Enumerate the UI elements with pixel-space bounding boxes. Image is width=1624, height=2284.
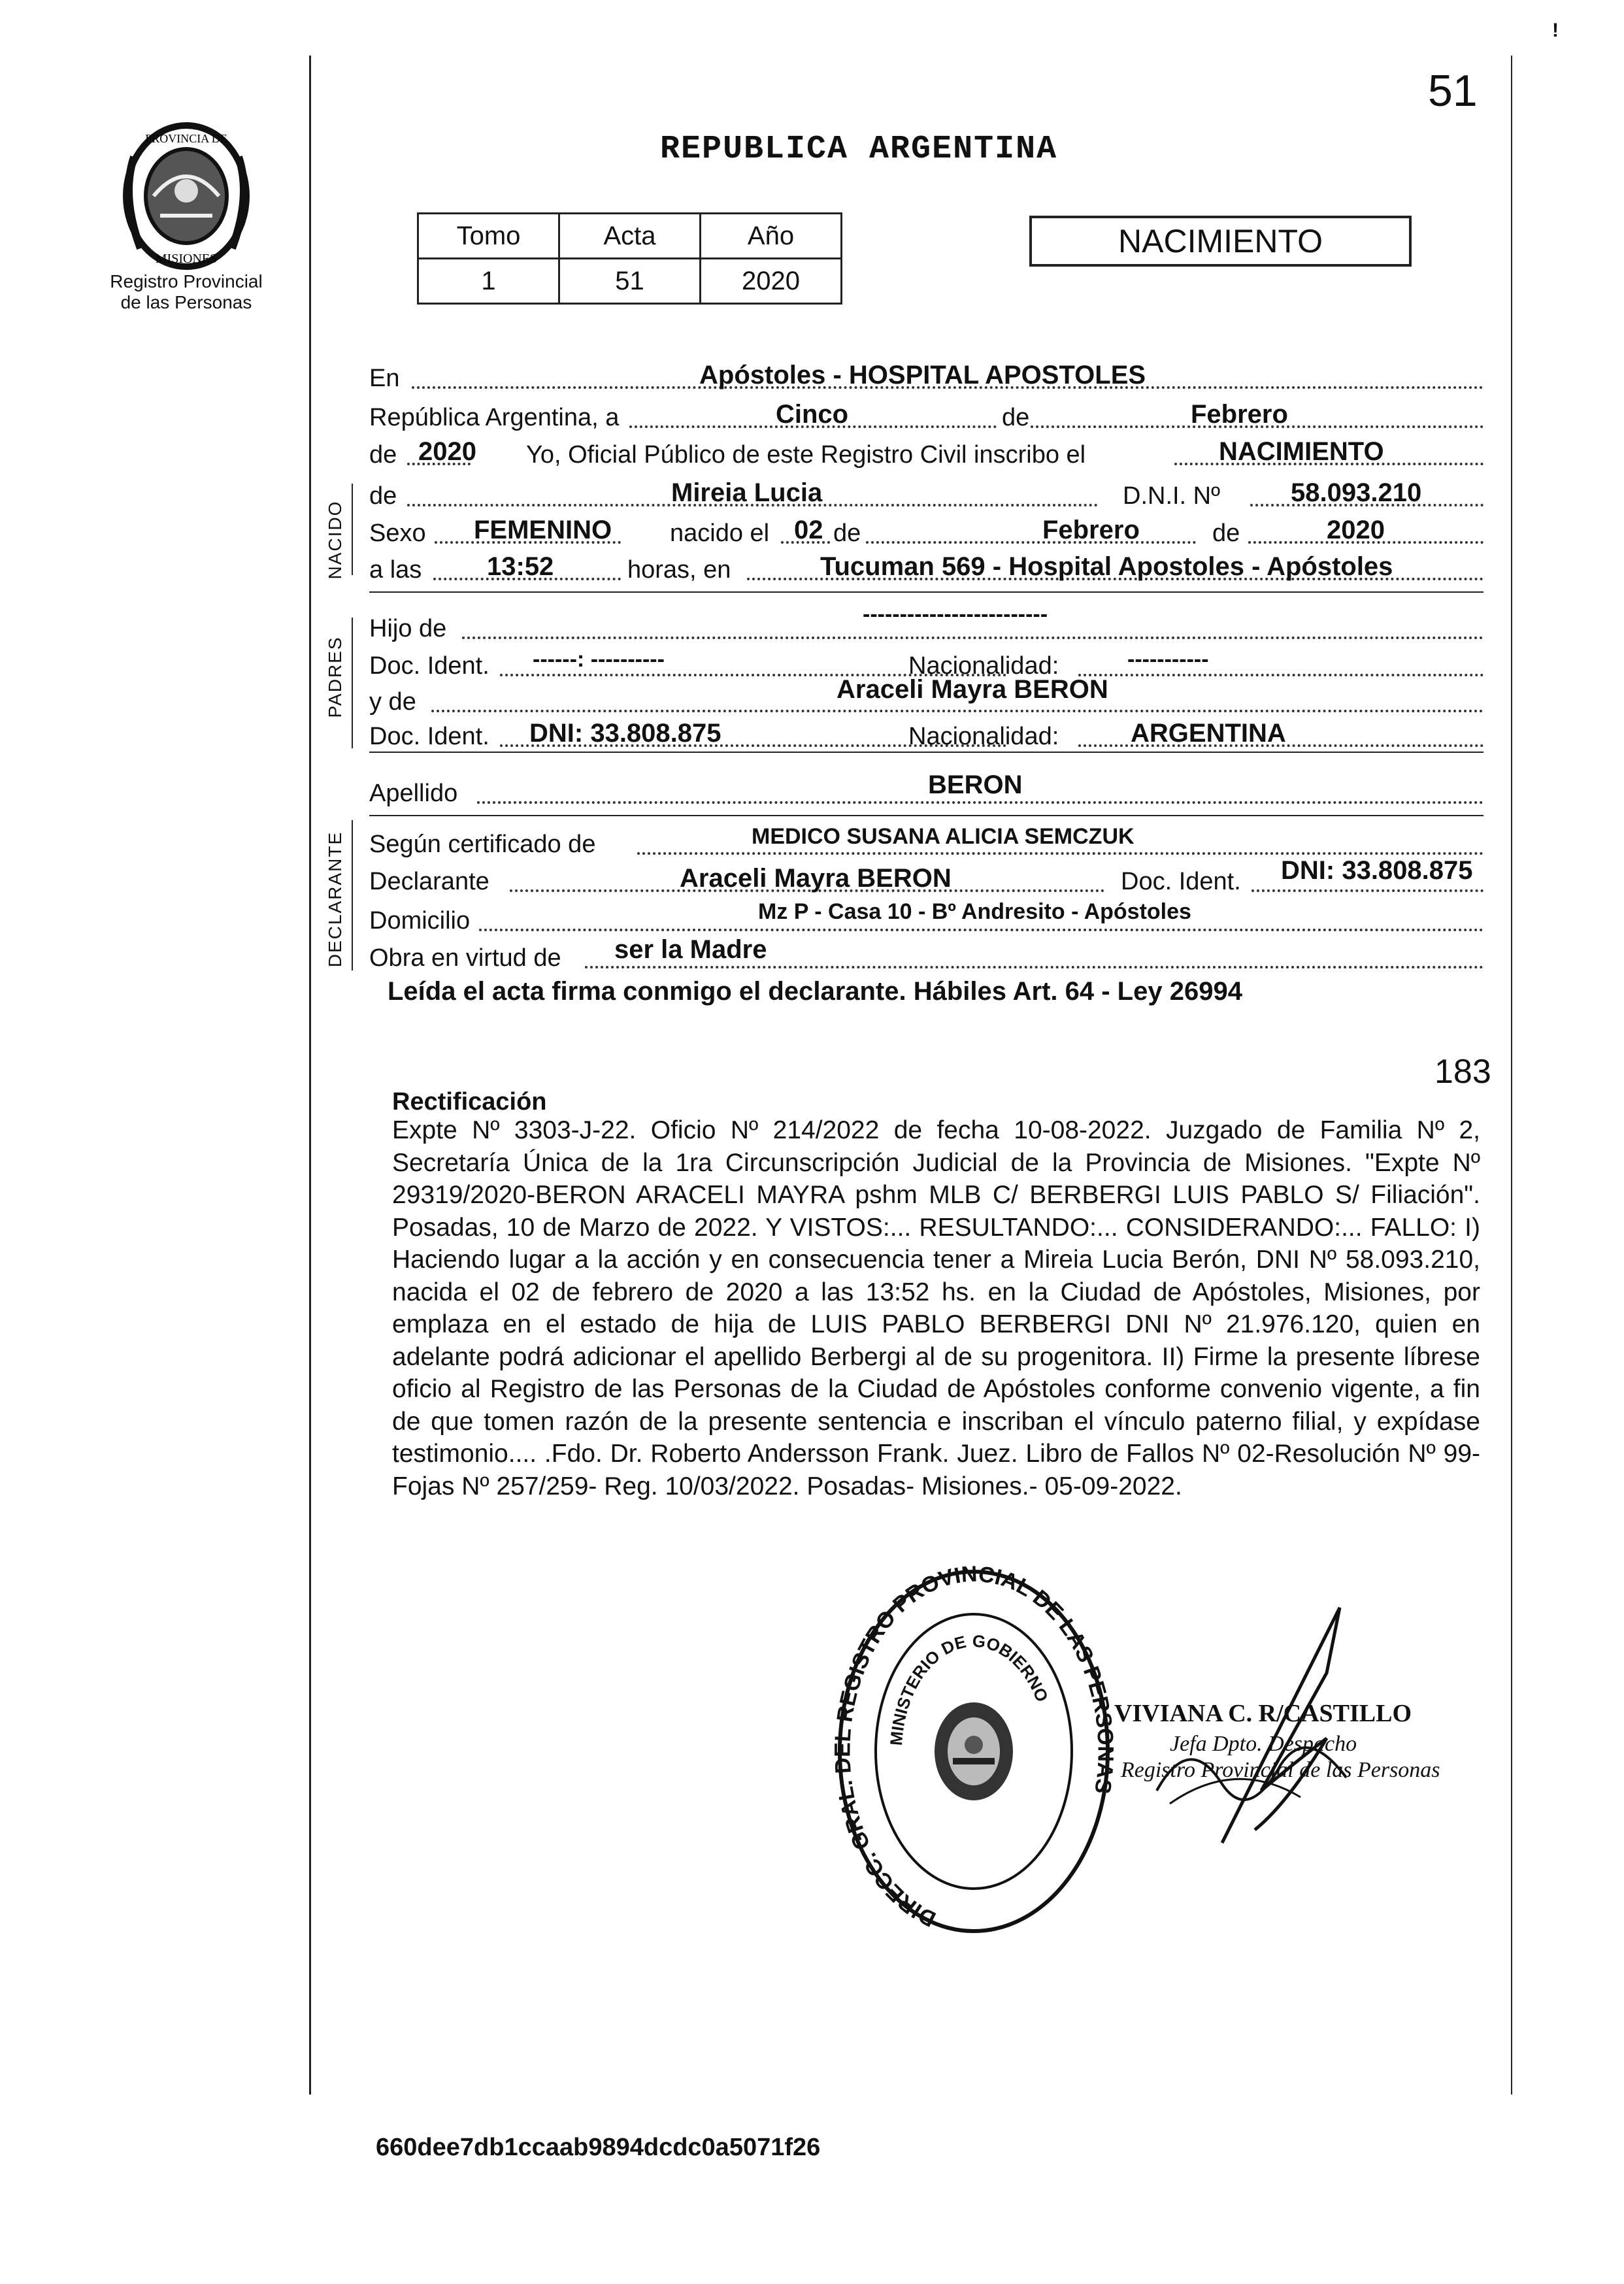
label-horas: horas, en (627, 556, 731, 584)
label-yo: Yo, Oficial Público de este Registro Civil inscribo el (526, 441, 1086, 469)
section-divider (369, 752, 1483, 753)
side-label-padres: PADRES (325, 636, 345, 718)
padres-bracket (352, 618, 353, 748)
declarante-bracket (352, 820, 353, 970)
header-acta: Acta (559, 214, 701, 259)
section-divider (369, 815, 1483, 816)
label-de: de (1212, 520, 1240, 547)
label-de: de (369, 482, 397, 510)
svg-text:DIRECC. GRAL. DEL REGISTRO PRO: DIRECC. GRAL. DEL REGISTRO PROVINCIAL DE LAS PERSONAS (830, 1561, 1118, 1932)
value-birth-time: 13:52 (487, 552, 554, 581)
label-nacionalidad: Nacionalidad: (908, 723, 1059, 750)
nacido-bracket (352, 484, 353, 575)
value-birth-year: 2020 (1327, 516, 1385, 544)
left-margin-line (309, 56, 311, 2094)
row-name (369, 474, 1483, 513)
label-doc-ident: Doc. Ident. (369, 652, 489, 680)
official-stamp (830, 1555, 1118, 1947)
dots (479, 929, 1483, 931)
dots (431, 710, 1483, 712)
label-segun: Según certificado de (369, 831, 596, 858)
row-domicilio (369, 899, 1483, 938)
label-hijo: Hijo de (369, 615, 447, 642)
value-obra: ser la Madre (614, 935, 767, 964)
value-apellido: BERON (928, 770, 1023, 799)
document-title: REPUBLICA ARGENTINA (660, 131, 1058, 168)
label-de: de (369, 441, 397, 469)
label-nacido: nacido el (670, 520, 770, 547)
row-obra (369, 936, 1483, 975)
header-tomo: Tomo (418, 214, 559, 259)
row-declarante (369, 856, 1483, 899)
dots (866, 541, 1196, 544)
signatory-role: Jefa Dpto. Despacho (1170, 1732, 1357, 1756)
value-month: Febrero (1191, 400, 1288, 429)
value-acta: 51 (559, 259, 701, 304)
value-dni: 58.093.210 (1291, 478, 1422, 507)
value-birth-month: Febrero (1042, 516, 1140, 544)
value-doc-madre: DNI: 33.808.875 (529, 719, 721, 748)
svg-text:MINISTERIO DE GOBIERNO: MINISTERIO DE GOBIERNO (886, 1630, 1053, 1747)
coat-of-arms-icon (935, 1702, 1013, 1800)
value-domicilio: Mz P - Casa 10 - Bº Andresito - Apóstoles (758, 899, 1191, 924)
row-apellido (369, 771, 1483, 810)
label-doc-ident: Doc. Ident. (1121, 868, 1241, 895)
record-table-header-row (418, 214, 842, 259)
side-label-declarante: DECLARANTE (325, 831, 345, 968)
record-table (417, 212, 842, 305)
row-madre (369, 675, 1483, 719)
registry-caption-line1: Registro Provincial (110, 271, 263, 291)
dots (477, 801, 1483, 804)
value-tomo: 1 (418, 259, 559, 304)
value-ano: 2020 (701, 259, 842, 304)
value-doc-declarante: DNI: 33.808.875 (1281, 856, 1473, 885)
value-hijo: ------------------------- (863, 602, 1048, 627)
dots (637, 852, 1483, 855)
row-hijo (369, 602, 1483, 646)
value-doc-padre: ------: ---------- (533, 647, 665, 672)
label-domicilio: Domicilio (369, 907, 471, 935)
record-type-box: NACIMIENTO (1029, 216, 1412, 267)
page-number: 51 (1428, 66, 1478, 116)
value-nacionalidad-padre: ----------- (1127, 647, 1209, 672)
record-table-value-row (418, 259, 842, 304)
label-dni: D.N.I. Nº (1123, 482, 1220, 510)
provincial-registry-logo (108, 118, 265, 274)
row-en (369, 356, 1483, 395)
value-year: 2020 (418, 437, 476, 466)
label-obra: Obra en virtud de (369, 944, 561, 972)
signatory-organization: Registro Provincial de las Personas (1121, 1758, 1440, 1782)
label-y-de: y de (369, 688, 416, 716)
dots (1078, 674, 1483, 676)
registry-caption-line2: de las Personas (120, 292, 252, 312)
signatory-name: VIVIANA C. R/CASTILLO (1114, 1700, 1412, 1727)
rectification-body: Expte Nº 3303-J-22. Oficio Nº 214/2022 de fecha 10-08-2022. Juzgado de Familia Nº 2, Secretaría Única de la 1ra Circunscripción Judicial de la Provincia de Misiones. "Expte Nº 29319/2020-BERON ARACELI MAYRA pshm MLB C/ BERBERGI LUIS PABLO S/ Filiación". Posadas, 10 de Marzo de 2022. Y VISTOS:... RESULTANDO:... CONSIDERANDO:... FALLO: I) Haciendo lugar a la acción y en consecuencia tener a Mireia Lucia Berón, DNI Nº 58.093.210, nacida el 02 de febrero de 2020 a las 13:52 hs. en la Ciudad de Apóstoles, Misiones, por emplaza en el estado de hija de LUIS PABLO BERBERGI DNI Nº 21.976.120, quien en adelante podrá adicionar el apellido Berbergi al de su progenitora. II) Firme la presente líbrese oficio al Registro de las Personas de la Ciudad de Apóstoles conforme convenio vigente, a fin de que tomen razón de la presente sentencia e inscriban el vínculo paterno filial, y expídase testimonio.... .Fdo. Dr. Roberto Andersson Frank. Juez. Libro de Fallos Nº 02-Resolución Nº 99- Fojas Nº 257/259- Reg. 10/03/2022. Posadas- Misiones.- 05-09-2022. (392, 1116, 1480, 1500)
value-madre: Araceli Mayra BERON (837, 675, 1108, 704)
side-label-nacido: NACIDO (325, 500, 345, 580)
label-en: En (369, 365, 400, 392)
row-segun (369, 822, 1483, 861)
row-doc-madre (369, 714, 1483, 753)
margin-mark: ! (1552, 20, 1559, 41)
value-nacionalidad-madre: ARGENTINA (1131, 719, 1286, 748)
label-apellido: Apellido (369, 780, 458, 807)
value-segun: MEDICO SUSANA ALICIA SEMCZUK (752, 824, 1135, 849)
value-name: Mireia Lucia (671, 478, 823, 507)
label-declarante: Declarante (369, 868, 489, 895)
label-de: de (833, 520, 861, 547)
label-sexo: Sexo (369, 520, 426, 547)
value-birth-place: Tucuman 569 - Hospital Apostoles - Apóstoles (820, 552, 1393, 581)
row-sexo (369, 511, 1483, 550)
dots (462, 637, 1483, 639)
rectification-title: Rectificación (392, 1088, 547, 1116)
row-hora (369, 548, 1483, 587)
header-ano: Año (701, 214, 842, 259)
section-divider (369, 591, 1483, 593)
dots (1251, 889, 1483, 892)
folio-number: 183 (1434, 1053, 1491, 1091)
value-day: Cinco (776, 400, 849, 429)
svg-text:MISIONES: MISIONES (155, 252, 218, 266)
label-doc-ident: Doc. Ident. (369, 723, 489, 750)
value-sexo: FEMENINO (474, 516, 612, 544)
document-hash: 660dee7db1ccaab9894dcdc0a5071f26 (376, 2134, 821, 2161)
value-declarante: Araceli Mayra BERON (680, 864, 952, 893)
value-act: NACIMIENTO (1219, 437, 1384, 466)
svg-text:PROVINCIA DE: PROVINCIA DE (145, 132, 227, 145)
closing-statement: Leída el acta firma conmigo el declarante. Hábiles Art. 64 - Ley 26994 (388, 977, 1242, 1006)
label-de: de (1002, 404, 1030, 431)
row-republica (369, 395, 1483, 435)
row-year (369, 433, 1483, 472)
label-republica: República Argentina, a (369, 404, 620, 431)
registry-caption (91, 271, 281, 313)
dots (585, 966, 1483, 968)
right-margin-line (1511, 56, 1512, 2094)
label-nacionalidad: Nacionalidad: (908, 652, 1059, 680)
label-a-las: a las (369, 556, 422, 584)
value-en: Apóstoles - HOSPITAL APOSTOLES (699, 361, 1146, 389)
value-birth-day: 02 (794, 516, 823, 544)
